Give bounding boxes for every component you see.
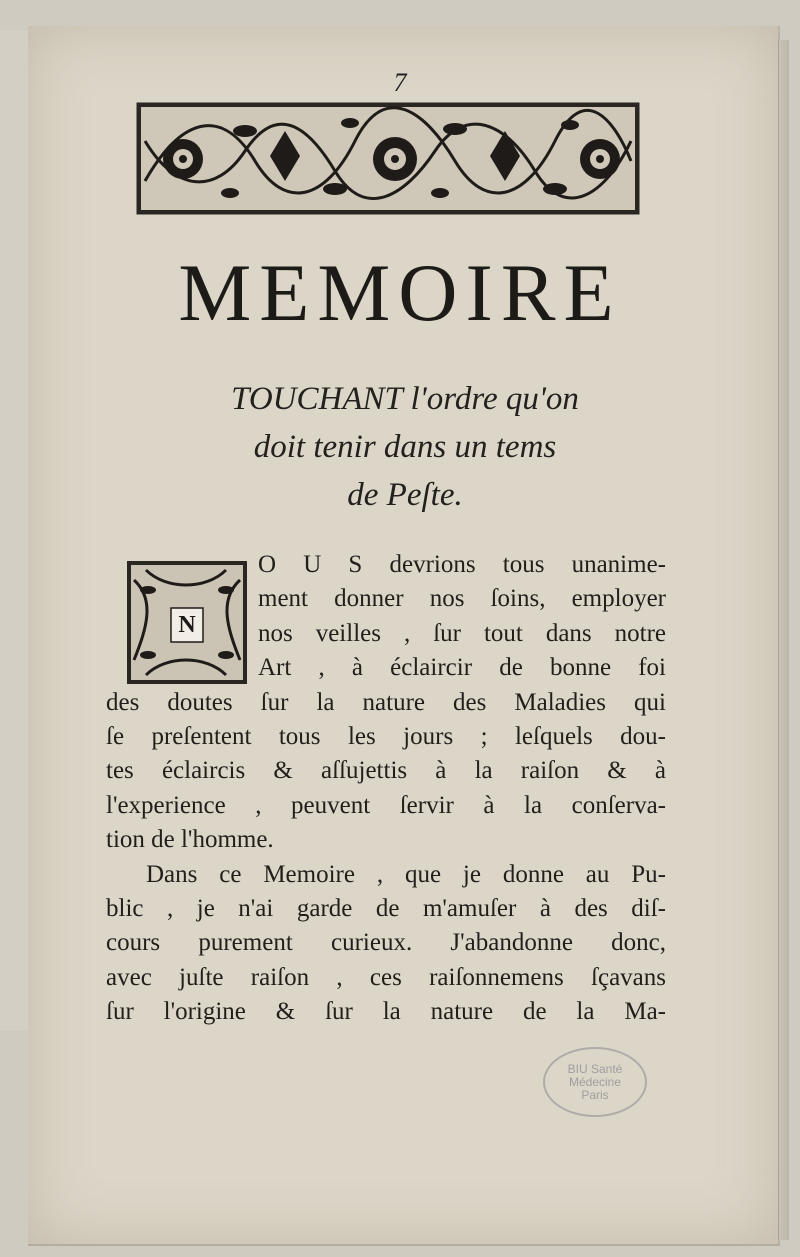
page-stack-edge — [778, 40, 789, 1240]
document-title: MEMOIRE — [178, 247, 622, 338]
body-line: avec juſte raiſon , ces raiſonnemens ſçavans — [106, 963, 666, 991]
body-line: O U S devrions tous unanime- — [258, 551, 666, 578]
stamp-line: Médecine — [568, 1074, 622, 1089]
subtitle-line: doit tenir dans un tems — [253, 429, 557, 465]
body-line: des doutes ſur la nature des Maladies qui — [106, 688, 666, 716]
body-line: ſur l'origine & ſur la nature de la Ma- — [106, 998, 666, 1026]
body-line: Dans ce Memoire , que je donne au Pu- — [146, 860, 666, 888]
page-number: 7 — [393, 68, 407, 97]
drop-cap-letter: N — [178, 612, 196, 638]
body-line: nos veilles , ſur tout dans notre — [258, 619, 666, 647]
subtitle-line: TOUCHANT l'ordre qu'on — [231, 381, 579, 417]
body-line: tes éclaircis & aſſujettis à la raiſon & à — [106, 757, 666, 785]
body-line: tion de l'homme. — [106, 826, 274, 854]
body-line: Art , à éclaircir de bonne foi — [258, 654, 666, 682]
body-line: l'experience , peuvent ſervir à la conſerva- — [106, 791, 666, 819]
body-line: ment donner nos ſoins, employer — [258, 585, 666, 613]
body-line: cours purement curieux. J'abandonne donc, — [106, 929, 666, 957]
stamp-line: BIU Santé — [567, 1061, 623, 1076]
headpiece-ornament — [135, 101, 641, 216]
document-subtitle — [110, 375, 700, 519]
facing-page-edge — [0, 30, 31, 1030]
subtitle-line: de Peſte. — [347, 477, 463, 513]
body-line: ſe preſentent tous les jours ; leſquels dou- — [106, 722, 666, 750]
library-stamp — [543, 1047, 647, 1117]
stamp-line: Paris — [581, 1087, 609, 1102]
body-text — [106, 548, 666, 1029]
body-line: blic , je n'ai garde de m'amuſer à des diſ- — [106, 894, 666, 922]
